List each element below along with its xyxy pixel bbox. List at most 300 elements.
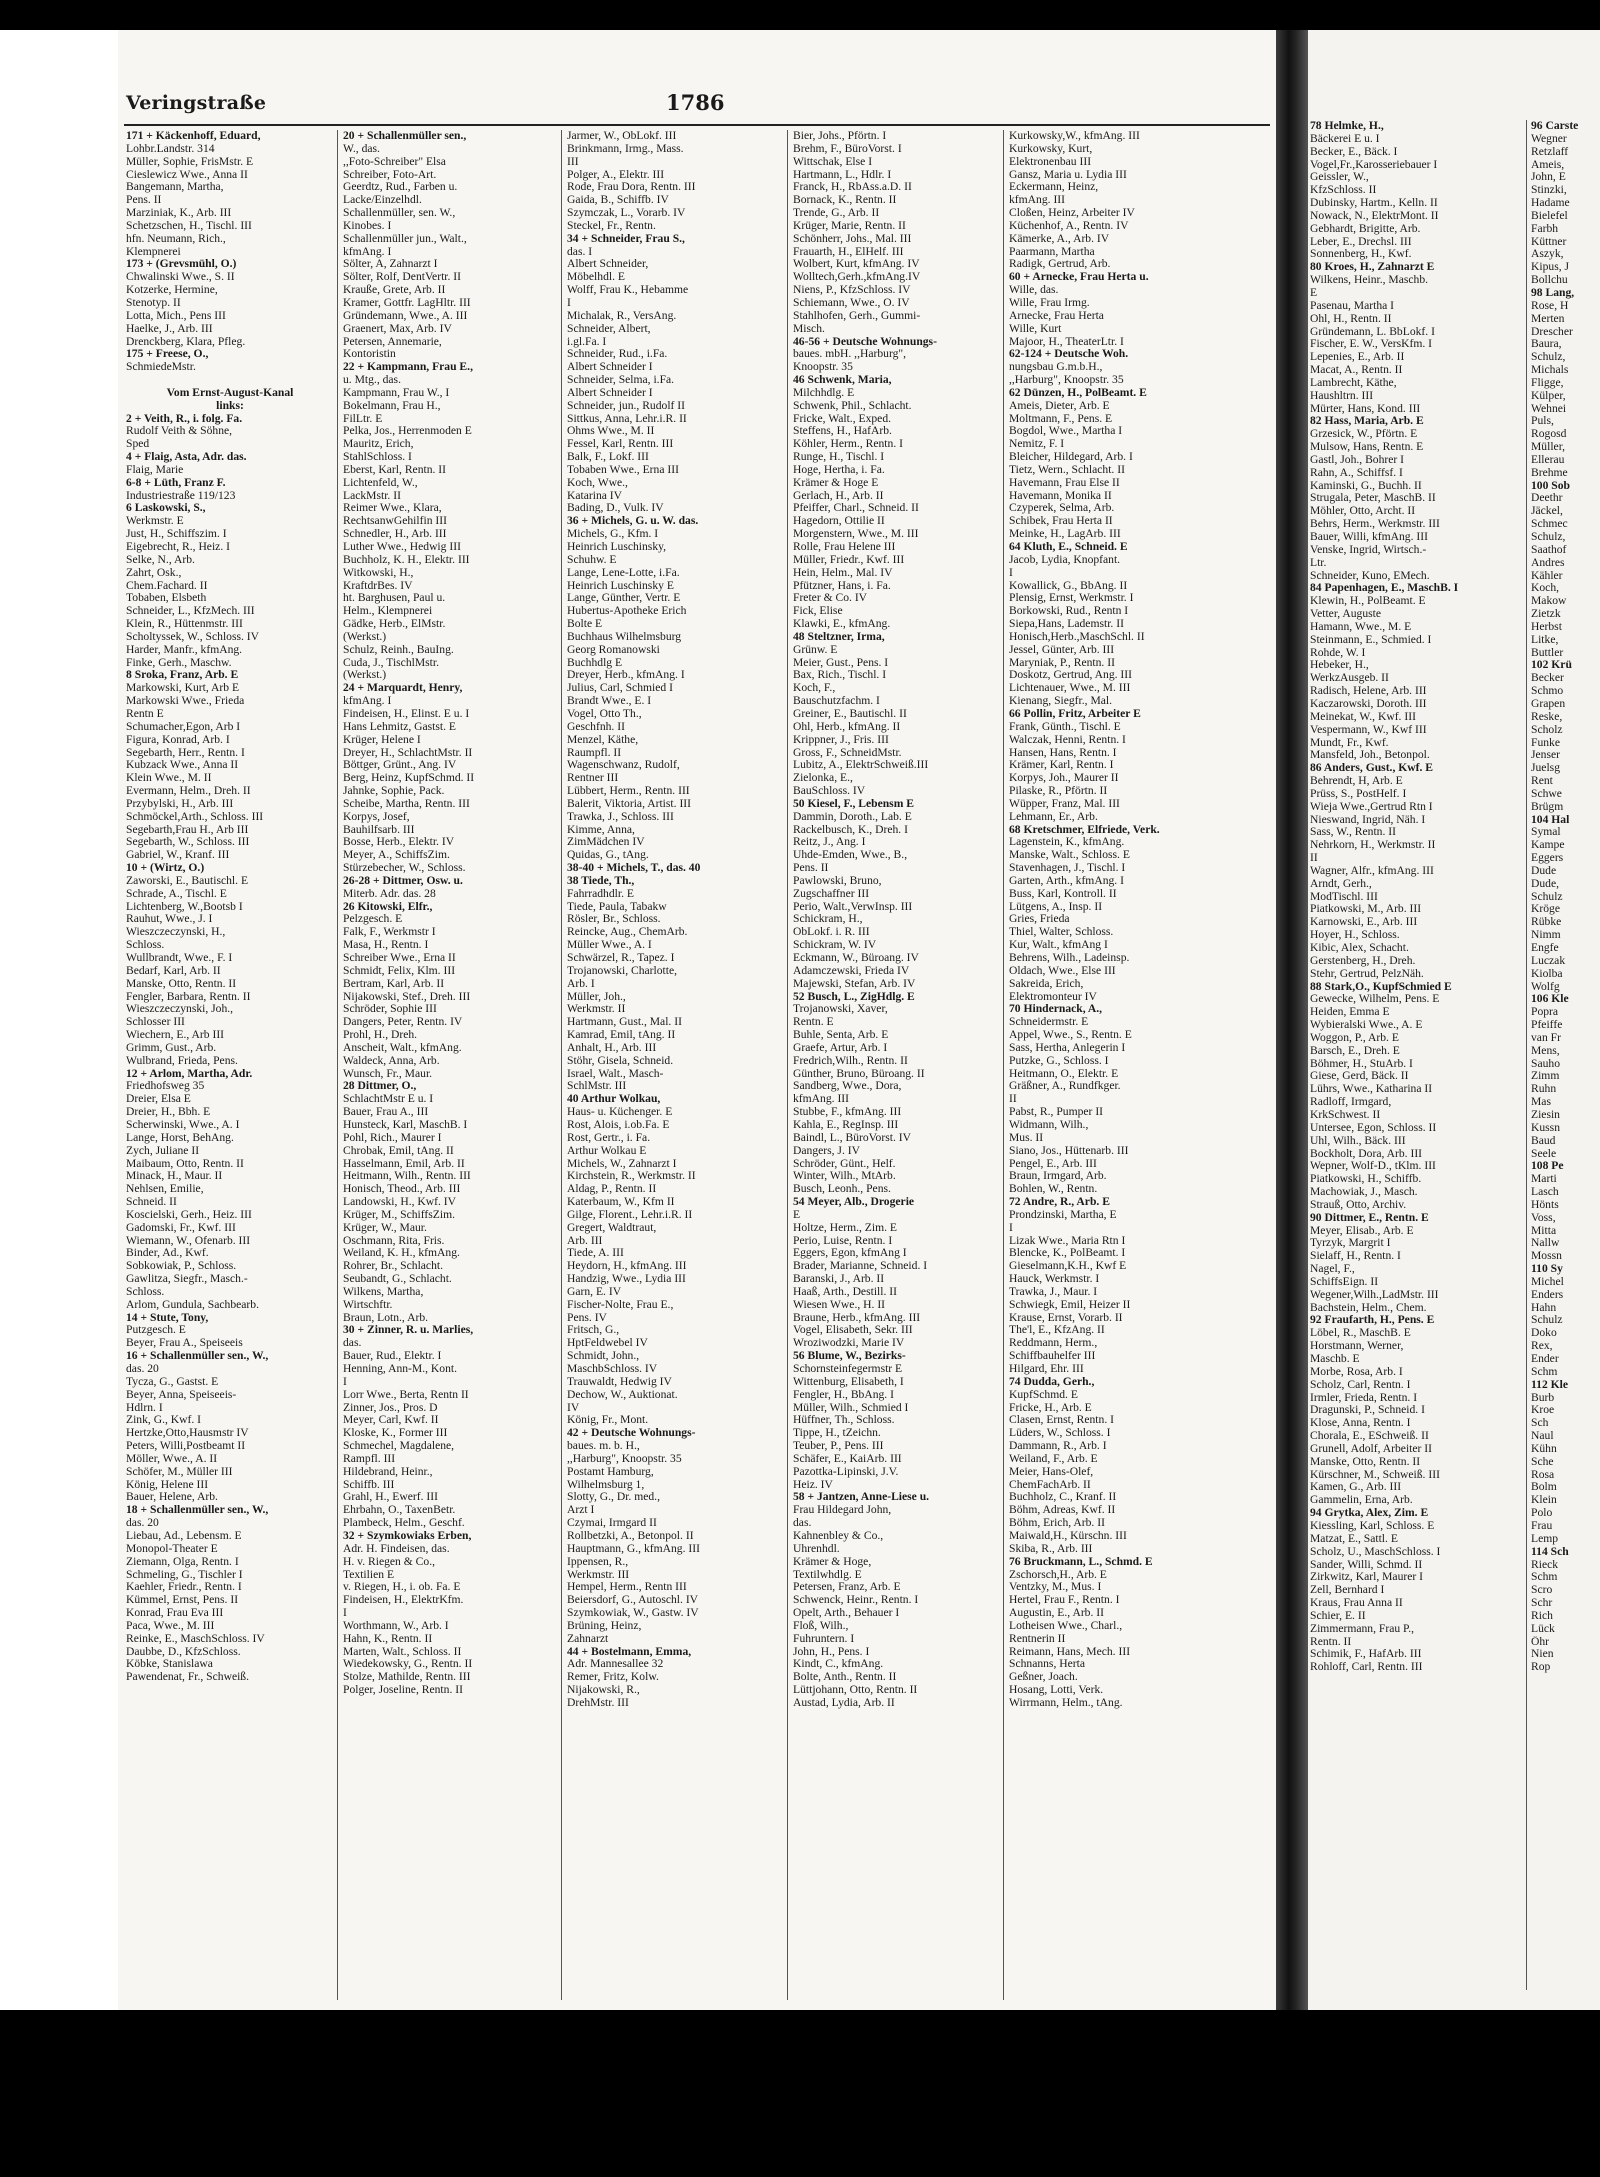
directory-entry: Michel [1531, 1275, 1564, 1288]
directory-entry: Rackelbusch, K., Dreh. I [793, 823, 908, 836]
directory-entry: Tiede, Paula, Tabakw [567, 900, 667, 913]
directory-entry: Scholtyssek, W., Schloss. IV [126, 630, 260, 643]
directory-entry: ,,Harburg", Knoopstr. 35 [567, 1452, 682, 1465]
directory-entry: Wybieralski Wwe., A. E [1310, 1019, 1423, 1032]
directory-entry: 8 Sroka, Franz, Arb. E [126, 669, 239, 682]
directory-entry: Rohrer, Br., Schlacht. [343, 1260, 443, 1273]
directory-entry: das. 20 [126, 1517, 159, 1530]
directory-entry: Zirkwitz, Karl, Maurer I [1310, 1571, 1423, 1584]
directory-entry: Radloff, Irmgard, [1310, 1096, 1392, 1109]
directory-entry: Buhle, Senta, Arb. E [793, 1029, 889, 1042]
directory-entry: Wehnei [1531, 402, 1567, 415]
directory-entry: Krippner, J., Fris. III [793, 733, 889, 746]
directory-entry: Skiba, R., Arb. III [1009, 1542, 1093, 1555]
directory-entry: Schetzschen, H., Tischl. III [126, 219, 252, 232]
directory-entry: Hertel, Frau F., Rentn. I [1009, 1594, 1120, 1607]
directory-entry: Kiessling, Karl, Schloss. E [1310, 1519, 1435, 1532]
directory-entry: 26-28 + Dittmer, Osw. u. [343, 874, 463, 887]
directory-entry: Wittenburg, Elisabeth, I [793, 1375, 904, 1388]
directory-entry: Hildebrand, Heinr., [343, 1465, 433, 1478]
directory-entry: Michalak, R., VersAng. [567, 309, 677, 322]
directory-entry: Mas [1531, 1096, 1551, 1109]
directory-entry: Zugschaffner III [793, 887, 870, 900]
directory-entry: Möbelhdl. E [567, 271, 625, 284]
directory-entry: Arlom, Gundula, Sachbearb. [126, 1298, 259, 1311]
directory-entry: Arnecke, Frau Herta [1009, 309, 1104, 322]
directory-entry: W., das. [343, 142, 380, 155]
directory-entry: Mürter, Hans, Kond. III [1310, 402, 1421, 415]
directory-entry: Eggers [1531, 852, 1564, 865]
directory-entry: Popra [1531, 1006, 1559, 1019]
directory-entry: Grzesick, W., Pförtn. E [1310, 428, 1418, 441]
directory-entry: Trauwaldt, Hedwig IV [567, 1375, 672, 1388]
directory-entry: Zink, G., Kwf. I [126, 1414, 202, 1427]
directory-entry: Krüger, Marie, Rentn. II [793, 219, 906, 232]
directory-entry: Müller, Sophie, FrisMstr. E [126, 155, 254, 168]
directory-entry: FilLtr. E [343, 412, 383, 425]
directory-entry: Schneider, L., KfzMech. III [126, 605, 255, 618]
directory-entry: Dammin, Doroth., Lab. E [793, 810, 912, 823]
directory-entry: Karnowski, E., Arb. III [1310, 916, 1418, 929]
directory-entry: Rieck [1531, 1558, 1559, 1571]
directory-entry: Gadomski, Fr., Kwf. III [126, 1221, 236, 1234]
directory-entry: 80 Kroes, H., Zahnarzt E [1310, 261, 1435, 274]
directory-entry: 110 Sy [1531, 1263, 1563, 1276]
directory-entry: Stinzki, [1531, 184, 1567, 197]
directory-entry: Heinrich Luschinsky, [567, 541, 667, 553]
directory-entry: Wiechern, E., Arb III [126, 1029, 225, 1042]
directory-entry: Pazottka-Lipinski, J.V. [793, 1465, 899, 1478]
directory-entry: Bohlen, W., Rentn. [1009, 1183, 1098, 1196]
directory-entry: Runge, H., Tischl. I [793, 451, 885, 464]
directory-entry: Möhler, Otto, Archt. II [1310, 505, 1416, 518]
directory-entry: Pens. II [126, 194, 162, 207]
directory-entry: Hans Lehmitz, Gastst. E [343, 720, 457, 733]
directory-entry: Burb [1531, 1391, 1555, 1404]
directory-entry: 20 + Schallenmüller sen., [343, 130, 467, 142]
directory-entry: Klose, Anna, Rentn. I [1310, 1417, 1411, 1430]
directory-entry: Luther Wwe., Hedwig III [343, 541, 461, 553]
directory-entry: Schmechel, Magdalene, [343, 1440, 455, 1453]
directory-entry: Brügm [1531, 800, 1564, 813]
directory-entry: Ziesin [1531, 1108, 1560, 1121]
directory-entry: II [1009, 1093, 1017, 1106]
directory-entry: Raumpfl. II [567, 746, 622, 759]
directory-entry: Reimer Wwe., Klara, [343, 502, 442, 515]
directory-entry: Meyer, Elisab., Arb. E [1310, 1224, 1414, 1237]
directory-entry: Grimm, Gust., Arb. [126, 1041, 217, 1054]
directory-entry: Barsch, E., Dreh. E [1310, 1044, 1400, 1057]
directory-entry: Lorr Wwe., Berta, Rentn II [343, 1388, 469, 1401]
directory-entry: Michals [1531, 364, 1569, 377]
directory-entry: Kröge [1531, 903, 1560, 916]
directory-entry: Schreiber, Foto-Art. [343, 168, 437, 181]
directory-entry: Sauho [1531, 1057, 1560, 1070]
directory-entry: Handzig, Wwe., Lydia III [567, 1273, 686, 1286]
directory-entry: 94 Grytka, Alex, Zim. E [1310, 1507, 1429, 1520]
directory-entry: Bolte E [567, 618, 603, 631]
directory-entry: Trawka, J., Schloss. III [567, 810, 674, 823]
directory-entry: Wirrmann, Helm., tAng. [1009, 1696, 1123, 1709]
directory-entry: Köbke, Stanislawa [126, 1658, 213, 1671]
directory-entry: 98 Lang, [1531, 286, 1575, 299]
directory-entry: Ellerau [1531, 453, 1565, 466]
directory-entry: Fligge, [1531, 376, 1564, 389]
directory-entry: Sche [1531, 1455, 1554, 1468]
directory-entry: Gerstenberg, H., Dreh. [1310, 954, 1416, 967]
directory-entry: Koch, Wwe., [567, 476, 628, 489]
directory-entry: Woggon, P., Arb. E [1310, 1031, 1399, 1044]
directory-entry: Geissler, W., [1310, 171, 1369, 184]
directory-entry: HptFeldwebel IV [567, 1337, 648, 1350]
directory-entry: 38 Tiede, Th., [567, 874, 635, 887]
directory-entry: 112 Kle [1531, 1378, 1569, 1391]
directory-entry: Mulsow, Hans, Rentn. E [1310, 441, 1424, 454]
directory-entry: Lasch [1531, 1186, 1559, 1199]
directory-entry: Nien [1531, 1648, 1554, 1661]
directory-entry: Bangemann, Martha, [126, 181, 224, 194]
directory-entry: Schneider, Kuno, EMech. [1310, 569, 1430, 582]
directory-entry: Hagedorn, Ottilie II [793, 515, 885, 528]
directory-entry: Ohms Wwe., M. II [567, 425, 655, 438]
directory-entry: Bolte, Anth., Rentn. II [793, 1671, 897, 1684]
directory-entry: Pelka, Jos., Herrenmoden E [343, 425, 472, 438]
directory-entry: Moltmann, F., Pens. E [1009, 412, 1113, 425]
directory-entry: Sch [1531, 1417, 1549, 1430]
directory-entry: Scherwinski, Wwe., A. I [126, 1118, 240, 1131]
directory-entry: 173 + (Grevsmühl, O.) [126, 258, 237, 271]
directory-entry: Naul [1531, 1430, 1554, 1443]
directory-entry: Majoor, H., TheaterLtr. I [1009, 335, 1124, 348]
directory-entry: Strugala, Peter, MaschB. II [1310, 492, 1436, 505]
directory-entry: Saathof [1531, 543, 1567, 556]
directory-entry: Rübke [1531, 916, 1562, 929]
directory-entry: Hoyer, H., Schloss. [1310, 929, 1400, 942]
directory-entry: Reinke, E., MaschSchloss. IV [126, 1632, 265, 1645]
directory-entry: Hebeker, H., [1310, 659, 1369, 672]
directory-entry: Lichtenauer, Wwe., M. III [1009, 682, 1131, 695]
directory-entry: Dreier, H., Bbh. E [126, 1106, 211, 1119]
directory-entry: Garn, E. IV [567, 1285, 622, 1298]
directory-entry: Pfützner, Hans, i. Fa. [793, 579, 891, 592]
directory-entry: Markowski Wwe., Frieda [126, 695, 245, 708]
directory-entry: Gabriel, W., Kranf. III [126, 849, 230, 862]
directory-entry: Braun, Lotn., Arb. [343, 1311, 429, 1324]
directory-entry: I [343, 1607, 347, 1620]
directory-entry: Schöfer, M., Müller III [126, 1465, 233, 1478]
directory-entry: Wieszczeczynski, Joh., [126, 1003, 234, 1016]
directory-entry: Just, H., Schiffszim. I [126, 528, 227, 541]
directory-entry: 86 Anders, Gust., Kwf. E [1310, 762, 1434, 775]
directory-entry: MaschbSchloss. IV [567, 1363, 658, 1375]
directory-entry: Lambrecht, Käthe, [1310, 376, 1397, 389]
directory-entry: Gastl, Joh., Bohrer I [1310, 453, 1405, 466]
directory-entry: E [793, 1208, 801, 1221]
directory-entry: Müller, Friedr., Kwf. III [793, 553, 905, 566]
directory-entry: Fricke, H., Arb. E [1009, 1401, 1092, 1414]
directory-entry: 175 + Freese, O., [126, 348, 209, 361]
directory-entry: LackMstr. II [343, 489, 401, 502]
directory-entry: Tycza, G., Gastst. E [126, 1375, 219, 1388]
directory-entry: Buttler [1531, 646, 1564, 659]
directory-entry: Stöhr, Gisela, Schneid. [567, 1054, 674, 1067]
directory-entry: 90 Dittmer, E., Rentn. E [1310, 1211, 1429, 1224]
directory-entry: Haelke, J., Arb. III [126, 322, 213, 335]
directory-column-4 [787, 130, 1005, 2000]
directory-entry: Freter & Co. IV [793, 592, 868, 605]
directory-entry: Maryniak, P., Rentn. II [1009, 656, 1115, 669]
directory-entry: Kamen, G., Arb. III [1310, 1481, 1402, 1494]
directory-entry: König, Helene III [126, 1478, 209, 1491]
directory-entry: Thiel, Walter, Schloss. [1009, 926, 1114, 939]
directory-entry: Scro [1531, 1584, 1553, 1597]
directory-entry: Rosa [1531, 1468, 1555, 1481]
directory-entry: Flaig, Marie [126, 463, 184, 476]
directory-entry: Adr. H. Findeisen, das. [343, 1542, 450, 1555]
directory-entry: Rösler, Br., Schloss. [567, 913, 661, 926]
directory-entry: Köhler, Herm., Rentn. I [793, 438, 903, 451]
directory-entry: Putzgesch. E [126, 1324, 186, 1337]
directory-entry: Albert Schneider I [567, 386, 653, 399]
directory-entry: Irmler, Frieda, Rentn. I [1310, 1391, 1418, 1404]
directory-entry: Rolle, Frau Helene III [793, 541, 896, 553]
directory-entry: Schmidt, Felix, Klm. III [343, 964, 456, 977]
directory-entry: Schneider, Rud., i.Fa. [567, 348, 668, 361]
directory-entry: Wittschak, Else I [793, 155, 873, 168]
directory-page [118, 30, 1276, 2010]
directory-entry: Adamczewski, Frieda IV [793, 964, 910, 977]
directory-entry: Daubbe, D., KfzSchloss. [126, 1645, 241, 1658]
directory-entry: Pfeiffe [1531, 1019, 1563, 1032]
directory-column-5 [1003, 130, 1221, 2000]
directory-entry: Zimm [1531, 1070, 1560, 1083]
directory-entry: Gieselmann,K.H., Kwf E [1009, 1260, 1127, 1273]
directory-entry: Ruhn [1531, 1083, 1557, 1096]
directory-entry: Litke, [1531, 633, 1559, 646]
directory-entry: 40 Arthur Wolkau, [567, 1093, 661, 1106]
directory-entry: Plambeck, Helm., Geschf. [343, 1517, 465, 1530]
directory-entry: Wegener,Wilh.,LadMstr. III [1310, 1288, 1439, 1301]
directory-entry: Brüning, Heinz, [567, 1619, 642, 1632]
directory-entry: Landowski, H., Kwf. IV [343, 1196, 457, 1209]
directory-entry: 2 + Veith, R., i. folg. Fa. [126, 412, 243, 425]
directory-entry: Korpys, Josef, [343, 810, 410, 823]
directory-entry: Herbst [1531, 620, 1562, 633]
directory-entry: Grapen [1531, 697, 1566, 710]
directory-entry: Wiemann, W., Ofenarb. III [126, 1234, 251, 1247]
directory-entry: Scheibe, Martha, Rentn. III [343, 797, 470, 810]
directory-entry: Bollchu [1531, 274, 1568, 287]
directory-entry: v. Riegen, H., i. ob. Fa. E [343, 1581, 461, 1594]
directory-entry: Baranski, J., Arb. II [793, 1273, 885, 1286]
directory-entry: Machowiak, J., Masch. [1310, 1186, 1418, 1199]
directory-entry: Franck, H., RbAss.a.D. II [793, 181, 912, 194]
directory-entry: John, E [1531, 171, 1566, 184]
directory-entry: Bauer, Willi, kfmAng. III [1310, 531, 1428, 543]
directory-entry: Jessel, Günter, Arb. III [1009, 643, 1115, 656]
directory-entry: Fischer-Nolte, Frau E., [567, 1298, 674, 1311]
directory-entry: Kur, Walt., kfmAng I [1009, 939, 1108, 952]
directory-entry: Lemp [1531, 1532, 1559, 1545]
directory-entry: Wille, das. [1009, 284, 1059, 297]
directory-entry: Lührs, Wwe., Katharina II [1310, 1083, 1433, 1096]
directory-entry: Zietzk [1531, 608, 1561, 621]
directory-entry: Behrendt, H, Arb. E [1310, 775, 1403, 788]
directory-entry: Böhm, Adreas, Kwf. II [1009, 1504, 1116, 1517]
directory-entry: Blencke, K., PolBeamt. I [1009, 1247, 1126, 1260]
directory-entry: E [1310, 286, 1318, 299]
directory-entry: Augustin, E., Arb. II [1009, 1607, 1104, 1620]
directory-entry: Brehme [1531, 466, 1568, 479]
directory-entry: Schnanns, Herta [1009, 1658, 1085, 1671]
directory-entry: Wroziwodzki, Marie IV [793, 1337, 905, 1350]
directory-entry: Lichtenfeld, W., [343, 476, 418, 489]
directory-entry: 46 Schwenk, Maria, [793, 374, 892, 387]
directory-entry: Gädke, Herb., ElMstr. [343, 618, 446, 631]
directory-entry: Graefe, Artur, Arb. I [793, 1041, 888, 1054]
directory-entry: Becker, E., Bäck. I [1310, 145, 1398, 158]
directory-entry: Schröder, Günt., Helf. [793, 1157, 896, 1170]
directory-entry: Manske, Otto, Rentn. II [1310, 1455, 1421, 1468]
directory-entry: Jacob, Lydia, Knopfant. [1009, 553, 1121, 566]
directory-entry: H. v. Riegen & Co., [343, 1555, 435, 1568]
directory-entry: Küchenhof, A., Rentn. IV [1009, 219, 1129, 232]
directory-entry: Ziemann, Olga, Rentn. I [126, 1555, 239, 1568]
directory-entry: Adr. Mannesallee 32 [567, 1658, 664, 1671]
directory-entry: Frank, Günth., Tischl. E [1009, 720, 1121, 733]
directory-entry: 42 + Deutsche Wohnungs- [567, 1427, 696, 1440]
directory-entry: Schröder, Sophie III [343, 1003, 437, 1016]
directory-entry: Helm., Klempnerei [343, 605, 433, 618]
directory-entry: Schallenmüller jun., Walt., [343, 232, 467, 245]
directory-entry: Wolbert, Kurt, kfmAng. IV [793, 258, 920, 271]
directory-entry: Holtze, Herm., Zim. E [793, 1221, 897, 1234]
directory-entry: Grahl, H., Ewerf. III [343, 1491, 438, 1504]
directory-entry: Ameis, [1531, 158, 1565, 171]
directory-entry: baues. mbH. ,,Harburg", [793, 348, 907, 361]
directory-entry: Falk, F., Werkmstr I [343, 926, 436, 939]
directory-entry: Cuda, J., TischlMstr. [343, 656, 439, 669]
directory-entry: Textilwhdlg. E [793, 1568, 862, 1581]
directory-entry [126, 374, 334, 387]
directory-entry: Kowallick, G., BbAng. II [1009, 579, 1128, 592]
directory-entry: Tyrzyk, Margrit I [1310, 1237, 1391, 1250]
directory-entry: Rost, Gertr., i. Fa. [567, 1131, 651, 1144]
directory-entry: Rich [1531, 1609, 1553, 1622]
directory-entry: Bier, Johs., Pförtn. I [793, 130, 887, 142]
directory-entry: Harder, Manfr., kfmAng. [126, 643, 243, 656]
directory-entry: I [343, 1375, 347, 1388]
directory-entry: Israel, Walt., Masch- [567, 1067, 664, 1080]
directory-entry: Deethr [1531, 492, 1563, 505]
directory-entry: Werkmstr. E [126, 515, 184, 528]
directory-entry: Wolltech,Gerh.,kfmAng.IV [793, 271, 921, 284]
directory-entry: Behrens, Wilh., Ladeinsp. [1009, 952, 1130, 964]
directory-entry: Matzat, E., Sattl. E [1310, 1532, 1398, 1545]
directory-entry: Bauer, Rud., Elektr. I [343, 1350, 442, 1363]
directory-entry: Rentner III [567, 772, 619, 785]
directory-entry: Dude, [1531, 877, 1560, 890]
directory-entry: Maiwald,H., Kürschn. III [1009, 1529, 1127, 1542]
directory-entry: Wiedekowsky, G., Rentn. II [343, 1658, 473, 1671]
directory-entry: Geschfnh. II [567, 720, 625, 733]
directory-entry: Hüffner, Th., Schloss. [793, 1414, 895, 1427]
directory-entry: 102 Krü [1531, 659, 1572, 672]
directory-entry: Böhmer, H., StuArb. I [1310, 1057, 1413, 1070]
directory-entry: Ender [1531, 1353, 1559, 1365]
directory-entry: Schallenmüller, sen. W., [343, 207, 456, 220]
directory-entry: Nijakowski, R., [567, 1684, 640, 1697]
directory-entry: Heiz. IV [793, 1478, 833, 1491]
directory-entry: RechtsanwGehilfin III [343, 515, 447, 528]
directory-entry: Böhm, Erich, Arb. II [1009, 1517, 1105, 1530]
directory-entry: Lange, Horst, BehAng. [126, 1131, 234, 1144]
directory-entry: Dammann, R., Arb. I [1009, 1440, 1107, 1453]
directory-entry: 48 Steltzner, Irma, [793, 630, 885, 643]
directory-column-3 [561, 130, 789, 2000]
directory-entry: Koscielski, Gerh., Heiz. III [126, 1208, 252, 1221]
directory-entry: Dreyer, Herb., kfmAng. I [567, 669, 685, 682]
directory-entry: Polger, Joseline, Rentn. II [343, 1684, 463, 1697]
directory-entry: Lohbr.Landstr. 314 [126, 142, 215, 155]
directory-entry: Putzke, G., Schloss. I [1009, 1054, 1109, 1067]
directory-entry: SchmiedeMstr. [126, 361, 196, 374]
directory-entry: 50 Kiesel, F., Lebensm E [793, 797, 914, 810]
directory-entry: Schickram, H., [793, 913, 863, 926]
directory-entry: Krüger, W., Maur. [343, 1221, 427, 1234]
directory-entry: Teuber, P., Pens. III [793, 1440, 884, 1453]
directory-entry: Sass, Hertha, Anlegerin I [1009, 1041, 1126, 1054]
directory-entry: Doskotz, Gertrud, Ang. III [1009, 669, 1132, 682]
directory-entry: Grunell, Adolf, Arbeiter II [1310, 1442, 1433, 1455]
directory-entry: Schmöckel,Arth., Schloss. III [126, 810, 264, 823]
directory-entry: Gewecke, Wilhelm, Pens. E [1310, 993, 1440, 1006]
directory-entry: Vogel, Otto Th., [567, 707, 642, 720]
directory-entry: Haushltrn. III [1310, 389, 1374, 402]
directory-entry: Pens. II [793, 862, 829, 875]
directory-entry: Möller, Wwe., A. II [126, 1452, 218, 1465]
directory-entry: Opelt, Arth., Behauer I [793, 1607, 900, 1620]
directory-entry: Luczak [1531, 954, 1566, 967]
directory-entry: Quidas, G., tAng. [567, 849, 649, 862]
directory-entry: Fricke, Walt., Exped. [793, 412, 892, 425]
directory-entry: Buss, Karl, Kontroll. II [1009, 887, 1117, 900]
directory-entry: 34 + Schneider, Frau S., [567, 232, 685, 245]
directory-entry: Kurkowsky,W., kfmAng. III [1009, 130, 1140, 142]
directory-entry: Seele [1531, 1147, 1557, 1160]
directory-entry: Radisch, Helene, Arb. III [1310, 685, 1427, 698]
directory-entry: Wiesen Wwe., H. II [793, 1298, 886, 1311]
directory-entry: Lotta, Mich., Pens III [126, 309, 226, 322]
directory-entry: 84 Papenhagen, E., MaschB. I [1310, 582, 1459, 595]
directory-entry: Steckel, Fr., Rentn. [567, 219, 656, 232]
directory-entry: Symal [1531, 826, 1561, 839]
directory-entry: Gründemann, L. BbLokf. I [1310, 325, 1435, 338]
header-rule [124, 124, 1270, 126]
directory-entry: Kontoristin [343, 348, 396, 361]
directory-entry: Zaworski, E., Bautischl. E [126, 874, 249, 887]
directory-entry: ModTischl. III [1310, 890, 1378, 903]
directory-entry: Hönts [1531, 1198, 1559, 1211]
directory-entry: Braune, Herb., kfmAng. III [793, 1311, 921, 1324]
directory-entry: BauSchloss. IV [793, 785, 866, 798]
directory-entry: Mus. II [1009, 1131, 1044, 1144]
directory-entry: Klein Wwe., M. II [126, 772, 212, 785]
directory-entry: Arb. III [567, 1234, 603, 1247]
directory-entry: Jarmer, W., ObLokf. III [567, 130, 677, 142]
directory-entry: Wille, Kurt [1009, 322, 1062, 335]
directory-entry: Schm [1531, 1365, 1558, 1378]
